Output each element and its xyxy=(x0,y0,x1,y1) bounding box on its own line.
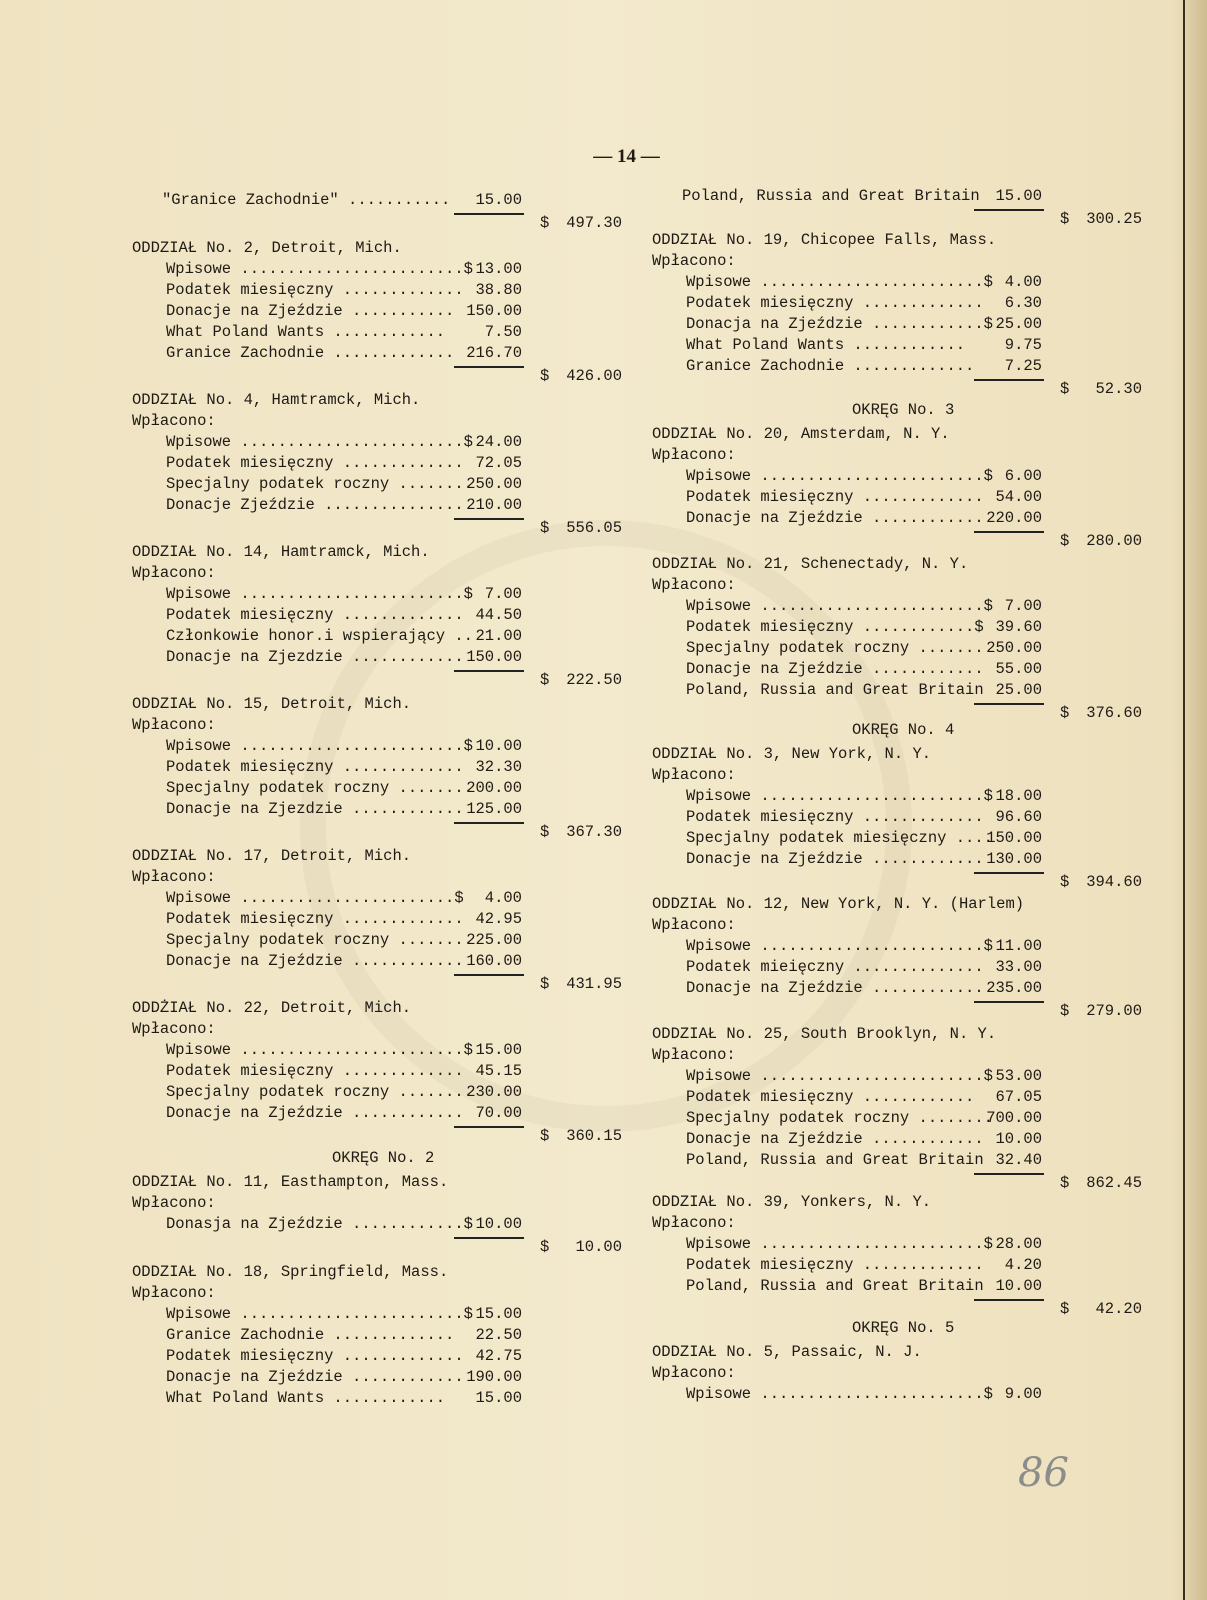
item-label: Wpisowe ........................$ xyxy=(166,433,473,451)
item-amount: 130.00 xyxy=(986,850,1042,868)
dollar-sign: $ xyxy=(1060,873,1070,891)
item-label: Podatek miesięczny ............. xyxy=(166,454,464,472)
paid-label: Wpłacono: xyxy=(132,868,216,886)
item-amount: 250.00 xyxy=(466,475,522,493)
dollar-sign: $ xyxy=(1060,704,1070,722)
item-amount: 15.00 xyxy=(475,1305,522,1323)
item-label: Donasja na Zjeździe ............$ xyxy=(166,1215,473,1233)
item-label: Wpisowe .......................$ xyxy=(166,889,464,907)
district-heading: OKRĘG No. 5 xyxy=(852,1319,955,1337)
item-amount: 230.00 xyxy=(466,1083,522,1101)
item-amount: 15.00 xyxy=(475,1389,522,1407)
item-label: Podatek miesięczny ............. xyxy=(686,808,984,826)
branch-heading: ODDZIAŁ No. 3, New York, N. Y. xyxy=(652,745,932,763)
item-amount: 15.00 xyxy=(475,191,522,209)
item-label: Donacje na Zjeździe ............ xyxy=(686,850,984,868)
item-amount: 54.00 xyxy=(995,488,1042,506)
item-amount: 21.00 xyxy=(475,627,522,645)
district-heading: OKRĘG No. 3 xyxy=(852,401,955,419)
item-amount: 190.00 xyxy=(466,1368,522,1386)
dollar-sign: $ xyxy=(540,519,550,537)
item-amount: 67.05 xyxy=(995,1088,1042,1106)
item-amount: 10.00 xyxy=(995,1277,1042,1295)
item-label: Wpisowe ........................$ xyxy=(686,787,993,805)
item-label: What Poland Wants ............ xyxy=(686,336,966,354)
item-label: What Poland Wants ............ xyxy=(166,323,446,341)
item-label: Donacja na Zjeździe ............$ xyxy=(686,315,993,333)
branch-total: 52.30 xyxy=(1095,380,1142,398)
branch-total: 222.50 xyxy=(566,671,622,689)
branch-heading: ODDZIAŁ No. 21, Schenectady, N. Y. xyxy=(652,555,969,573)
item-label: Donacje na Zjeździe ............ xyxy=(166,1368,464,1386)
item-amount: 700.00 xyxy=(986,1109,1042,1127)
subtotal-rule xyxy=(974,209,1044,211)
subtotal-rule xyxy=(454,518,524,520)
branch-total: 497.30 xyxy=(566,214,622,232)
item-label: Poland, Russia and Great Britain xyxy=(686,1151,984,1169)
item-amount: 18.00 xyxy=(995,787,1042,805)
item-label: Specjalny podatek roczny ........ xyxy=(166,779,473,797)
item-label: Wpisowe ........................$ xyxy=(166,585,473,603)
subtotal-rule xyxy=(454,366,524,368)
paid-label: Wpłacono: xyxy=(132,1284,216,1302)
branch-heading: ODDZIAŁ No. 12, New York, N. Y. (Harlem) xyxy=(652,895,1025,913)
item-label: Podatek miesięczny ............. xyxy=(166,606,464,624)
branch-heading: ODDZIAŁ No. 25, South Brooklyn, N. Y. xyxy=(652,1025,997,1043)
item-label: Granice Zachodnie ............. xyxy=(686,357,975,375)
item-label: Podatek miesięczny ............. xyxy=(166,1347,464,1365)
item-amount: 9.00 xyxy=(1004,1385,1042,1403)
paid-label: Wpłacono: xyxy=(652,252,736,270)
item-label: Podatek miesięczny ............$ xyxy=(686,618,984,636)
branch-total: 279.00 xyxy=(1086,1002,1142,1020)
item-amount: 4.00 xyxy=(484,889,522,907)
item-amount: 10.00 xyxy=(475,737,522,755)
paid-label: Wpłacono: xyxy=(132,412,216,430)
item-amount: 32.30 xyxy=(475,758,522,776)
item-amount: 45.15 xyxy=(475,1062,522,1080)
item-amount: 25.00 xyxy=(995,315,1042,333)
branch-heading: ODDZIAŁ No. 14, Hamtramck, Mich. xyxy=(132,543,430,561)
item-label: Donacje Zjeździe ............... xyxy=(166,496,464,514)
item-label: Podatek miesięczny ............. xyxy=(686,294,984,312)
subtotal-rule xyxy=(974,379,1044,381)
dollar-sign: $ xyxy=(1060,1300,1070,1318)
item-amount: 96.60 xyxy=(995,808,1042,826)
item-amount: 4.00 xyxy=(1004,273,1042,291)
item-amount: 7.00 xyxy=(1004,597,1042,615)
page-edge xyxy=(1185,0,1207,1600)
item-amount: 70.00 xyxy=(475,1104,522,1122)
district-heading: OKRĘG No. 2 xyxy=(332,1149,435,1167)
item-label: Wpisowe ........................$ xyxy=(166,260,473,278)
item-label: Podatek miesięczny ............. xyxy=(166,910,464,928)
item-amount: 250.00 xyxy=(986,639,1042,657)
district-heading: OKRĘG No. 4 xyxy=(852,721,955,739)
paid-label: Wpłacono: xyxy=(652,916,736,934)
dollar-sign: $ xyxy=(540,823,550,841)
item-amount: 150.00 xyxy=(466,648,522,666)
item-amount: 210.00 xyxy=(466,496,522,514)
item-amount: 15.00 xyxy=(475,1041,522,1059)
branch-total: 376.60 xyxy=(1086,704,1142,722)
subtotal-rule xyxy=(454,1237,524,1239)
item-amount: 6.30 xyxy=(1004,294,1042,312)
branch-heading: ODDZIAŁ No. 17, Detroit, Mich. xyxy=(132,847,412,865)
item-amount: 9.75 xyxy=(1004,336,1042,354)
item-label: Donacje na Zjeździe ............ xyxy=(686,509,984,527)
branch-heading: ODDZIAŁ No. 19, Chicopee Falls, Mass. xyxy=(652,231,997,249)
item-label: Donacje na Zjeździe ............ xyxy=(686,1130,984,1148)
dollar-sign: $ xyxy=(540,671,550,689)
item-label: Wpisowe ........................$ xyxy=(686,273,993,291)
branch-heading: ODDZIAŁ No. 4, Hamtramck, Mich. xyxy=(132,391,421,409)
paid-label: Wpłacono: xyxy=(132,1194,216,1212)
item-amount: 72.05 xyxy=(475,454,522,472)
item-amount: 7.00 xyxy=(484,585,522,603)
item-label: Wpisowe ........................$ xyxy=(166,1041,473,1059)
item-label: Wpisowe ........................$ xyxy=(686,597,993,615)
dollar-sign: $ xyxy=(540,1127,550,1145)
item-label: Donacje na Zjeździe ............ xyxy=(686,660,984,678)
item-amount: 150.00 xyxy=(986,829,1042,847)
branch-total: 280.00 xyxy=(1086,532,1142,550)
branch-total: 42.20 xyxy=(1095,1300,1142,1318)
branch-total: 360.15 xyxy=(566,1127,622,1145)
item-amount: 25.00 xyxy=(995,681,1042,699)
dollar-sign: $ xyxy=(1060,532,1070,550)
item-amount: 225.00 xyxy=(466,931,522,949)
item-label: Wpisowe ........................$ xyxy=(686,1385,993,1403)
item-label: Członkowie honor.i wspierający .. xyxy=(166,627,473,645)
subtotal-rule xyxy=(454,670,524,672)
item-amount: 53.00 xyxy=(995,1067,1042,1085)
item-label: Wpisowe ........................$ xyxy=(166,737,473,755)
item-label: "Granice Zachodnie" ........... xyxy=(162,191,451,209)
item-label: Poland, Russia and Great Britain xyxy=(686,1277,984,1295)
item-label: Specjalny podatek roczny ........ xyxy=(166,475,473,493)
item-amount: 33.00 xyxy=(995,958,1042,976)
item-label: Donacje na Zjeździe ............ xyxy=(166,1104,464,1122)
branch-heading: ODDŻIAŁ No. 22, Detroit, Mich. xyxy=(132,999,412,1017)
subtotal-rule xyxy=(454,822,524,824)
subtotal-rule xyxy=(974,1299,1044,1301)
dollar-sign: $ xyxy=(1060,1174,1070,1192)
subtotal-rule xyxy=(974,1001,1044,1003)
dollar-sign: $ xyxy=(1060,1002,1070,1020)
item-label: Wpisowe ........................$ xyxy=(686,1067,993,1085)
subtotal-rule xyxy=(974,1173,1044,1175)
item-label: Podatek miesięczny ............. xyxy=(166,1062,464,1080)
item-label: Specjalny podatek roczny ........ xyxy=(166,1083,473,1101)
item-amount: 11.00 xyxy=(995,937,1042,955)
item-label: Granice Zachodnie ............. xyxy=(166,1326,455,1344)
item-amount: 10.00 xyxy=(995,1130,1042,1148)
item-amount: 32.40 xyxy=(995,1151,1042,1169)
item-label: Wpisowe ........................$ xyxy=(686,467,993,485)
dollar-sign: $ xyxy=(540,367,550,385)
item-amount: 13.00 xyxy=(475,260,522,278)
item-amount: 216.70 xyxy=(466,344,522,362)
item-amount: 42.95 xyxy=(475,910,522,928)
paid-label: Wpłacono: xyxy=(652,1046,736,1064)
item-amount: 15.00 xyxy=(995,187,1042,205)
branch-heading: ODDZIAŁ No. 5, Passaic, N. J. xyxy=(652,1343,922,1361)
item-label: Wpisowe ........................$ xyxy=(166,1305,473,1323)
item-label: Podatek miesięczny ............ xyxy=(686,1088,975,1106)
item-amount: 10.00 xyxy=(475,1215,522,1233)
item-amount: 55.00 xyxy=(995,660,1042,678)
item-amount: 28.00 xyxy=(995,1235,1042,1253)
item-label: Podatek mieięczny .............. xyxy=(686,958,984,976)
item-label: Specjalny podatek miesięczny .... xyxy=(686,829,993,847)
item-label: Podatek miesięczny ............. xyxy=(166,281,464,299)
item-amount: 6.00 xyxy=(1004,467,1042,485)
item-amount: 4.20 xyxy=(1004,1256,1042,1274)
item-label: Granice Zachodnie ............. xyxy=(166,344,455,362)
subtotal-rule xyxy=(454,1126,524,1128)
subtotal-rule xyxy=(454,974,524,976)
branch-total: 426.00 xyxy=(566,367,622,385)
branch-total: 300.25 xyxy=(1086,210,1142,228)
item-label: Donacje na Zjeździe ............ xyxy=(686,979,984,997)
item-label: Donacje na Zjeździe ............ xyxy=(166,952,464,970)
item-label: Donacje na Zjezdzie ............ xyxy=(166,800,464,818)
branch-heading: ODDZIAŁ No. 39, Yonkers, N. Y. xyxy=(652,1193,932,1211)
item-amount: 24.00 xyxy=(475,433,522,451)
item-label: Podatek miesięczny ............. xyxy=(686,1256,984,1274)
item-label: Specjalny podatek roczny ........ xyxy=(166,931,473,949)
item-amount: 7.25 xyxy=(1004,357,1042,375)
item-amount: 38.80 xyxy=(475,281,522,299)
paid-label: Wpłacono: xyxy=(652,446,736,464)
branch-heading: ODDZIAŁ No. 20, Amsterdam, N. Y. xyxy=(652,425,950,443)
subtotal-rule xyxy=(974,531,1044,533)
item-label: Specjalny podatek roczny ....... xyxy=(686,639,984,657)
item-label: Wpisowe ........................$ xyxy=(686,937,993,955)
item-label: Specjalny podatek roczny ........ xyxy=(686,1109,993,1127)
item-label: Donacje na Zjezdzie ............ xyxy=(166,648,464,666)
paid-label: Wpłacono: xyxy=(652,1364,736,1382)
paid-label: Wpłacono: xyxy=(652,766,736,784)
branch-heading: ODDZIAŁ No. 11, Easthampton, Mass. xyxy=(132,1173,449,1191)
branch-total: 367.30 xyxy=(566,823,622,841)
item-label: Podatek miesięczny ............. xyxy=(686,488,984,506)
paid-label: Wpłacono: xyxy=(132,564,216,582)
branch-total: 394.60 xyxy=(1086,873,1142,891)
item-amount: 7.50 xyxy=(484,323,522,341)
paid-label: Wpłacono: xyxy=(132,716,216,734)
item-amount: 39.60 xyxy=(995,618,1042,636)
dollar-sign: $ xyxy=(1060,210,1070,228)
paid-label: Wpłacono: xyxy=(132,1020,216,1038)
paid-label: Wpłacono: xyxy=(652,576,736,594)
item-amount: 125.00 xyxy=(466,800,522,818)
branch-total: 10.00 xyxy=(575,1238,622,1256)
item-label: Podatek miesięczny ............. xyxy=(166,758,464,776)
item-label: Wpisowe ........................$ xyxy=(686,1235,993,1253)
subtotal-rule xyxy=(974,872,1044,874)
branch-total: 862.45 xyxy=(1086,1174,1142,1192)
item-amount: 150.00 xyxy=(466,302,522,320)
handwritten-page-note: 86 xyxy=(1018,1450,1069,1496)
subtotal-rule xyxy=(454,213,524,215)
item-label: Poland, Russia and Great Britain xyxy=(686,681,984,699)
subtotal-rule xyxy=(974,703,1044,705)
item-label: Donacje na Zjeździe ........... xyxy=(166,302,455,320)
dollar-sign: $ xyxy=(540,214,550,232)
item-amount: 235.00 xyxy=(986,979,1042,997)
dollar-sign: $ xyxy=(1060,380,1070,398)
item-amount: 44.50 xyxy=(475,606,522,624)
dollar-sign: $ xyxy=(540,1238,550,1256)
item-amount: 42.75 xyxy=(475,1347,522,1365)
item-amount: 160.00 xyxy=(466,952,522,970)
branch-total: 556.05 xyxy=(566,519,622,537)
branch-heading: ODDZIAŁ No. 15, Detroit, Mich. xyxy=(132,695,412,713)
item-amount: 220.00 xyxy=(986,509,1042,527)
dollar-sign: $ xyxy=(540,975,550,993)
paid-label: Wpłacono: xyxy=(652,1214,736,1232)
item-label: Poland, Russia and Great Britain xyxy=(682,187,980,205)
branch-total: 431.95 xyxy=(566,975,622,993)
item-amount: 22.50 xyxy=(475,1326,522,1344)
branch-heading: ODDZIAŁ No. 2, Detroit, Mich. xyxy=(132,239,402,257)
branch-heading: ODDZIAŁ No. 18, Springfield, Mass. xyxy=(132,1263,449,1281)
item-amount: 200.00 xyxy=(466,779,522,797)
page-number: — 14 — xyxy=(593,146,660,167)
item-label: What Poland Wants ............ xyxy=(166,1389,446,1407)
